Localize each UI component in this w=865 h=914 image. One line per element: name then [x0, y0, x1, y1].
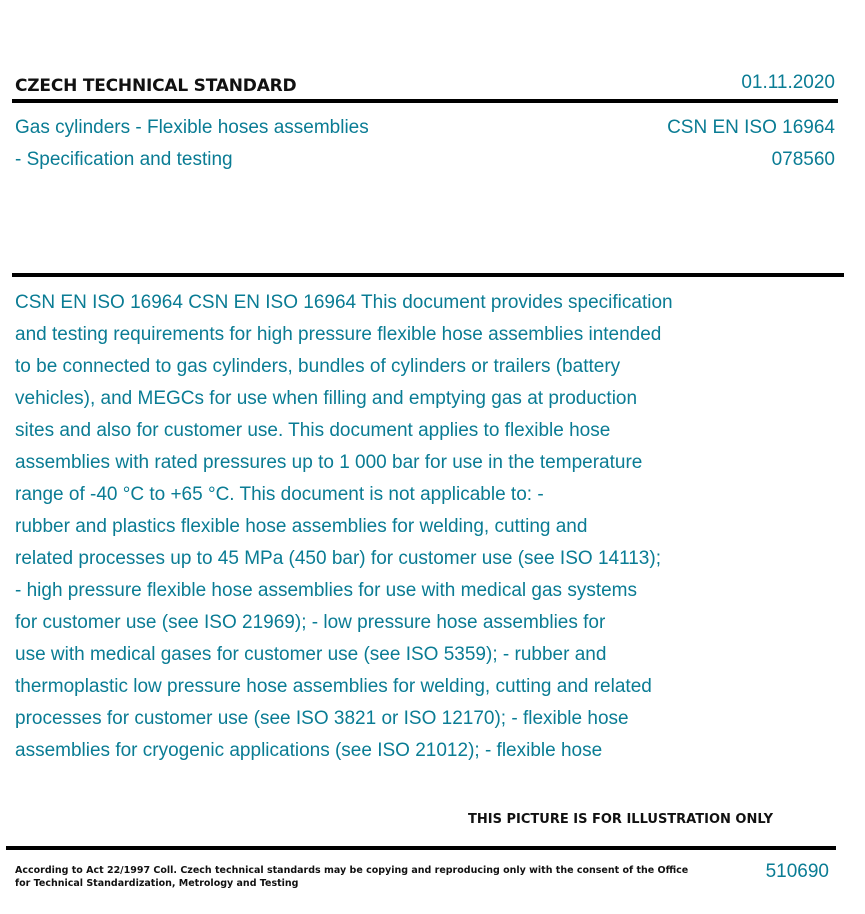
- abstract-line: use with medical gases for customer use (see ISO 5359); - rubber and: [15, 644, 607, 665]
- header-rule: [12, 99, 838, 103]
- class-number: 078560: [771, 149, 835, 170]
- publication-date: 01.11.2020: [741, 72, 835, 93]
- abstract-line: CSN EN ISO 16964 CSN EN ISO 16964 This document provides specification: [15, 292, 673, 313]
- illustration-notice: THIS PICTURE IS FOR ILLUSTRATION ONLY: [468, 812, 773, 827]
- footer-code: 510690: [765, 861, 829, 882]
- footer-rule: [6, 846, 836, 850]
- abstract-line: sites and also for customer use. This document applies to flexible hose: [15, 420, 611, 441]
- abstract-line: related processes up to 45 MPa (450 bar) for customer use (see ISO 14113);: [15, 548, 661, 569]
- abstract-line: assemblies with rated pressures up to 1 000 bar for use in the temperature: [15, 452, 643, 473]
- abstract-line: to be connected to gas cylinders, bundles of cylinders or trailers (battery: [15, 356, 621, 377]
- abstract-line: thermoplastic low pressure hose assemblies for welding, cutting and related: [15, 676, 652, 697]
- abstract-line: and testing requirements for high pressure flexible hose assemblies intended: [15, 324, 662, 345]
- standard-code: CSN EN ISO 16964: [667, 117, 835, 138]
- abstract-line: for customer use (see ISO 21969); - low pressure hose assemblies for: [15, 612, 606, 633]
- abstract-line: - high pressure flexible hose assemblies for use with medical gas systems: [15, 580, 637, 601]
- section-rule: [12, 273, 844, 277]
- footer-note-line-2: for Technical Standardization, Metrology and Testing: [15, 878, 299, 889]
- abstract-line: vehicles), and MEGCs for use when filling and emptying gas at production: [15, 388, 638, 409]
- footer-legal-note: [15, 864, 689, 890]
- abstract-text: [15, 287, 805, 767]
- abstract-line: processes for customer use (see ISO 3821 or ISO 12170); - flexible hose: [15, 708, 629, 729]
- abstract-line: assemblies for cryogenic applications (see ISO 21012); - flexible hose: [15, 740, 603, 761]
- title-line-1: Gas cylinders - Flexible hoses assemblies: [15, 117, 369, 138]
- abstract-line: range of -40 °C to +65 °C. This document is not applicable to: -: [15, 484, 544, 505]
- abstract-line: rubber and plastics flexible hose assemblies for welding, cutting and: [15, 516, 588, 537]
- standard-label: CZECH TECHNICAL STANDARD: [15, 76, 297, 96]
- footer-note-line-1: According to Act 22/1997 Coll. Czech technical standards may be copying and reproducing only with the consent of the Office: [15, 865, 689, 876]
- title-line-2: - Specification and testing: [15, 149, 233, 170]
